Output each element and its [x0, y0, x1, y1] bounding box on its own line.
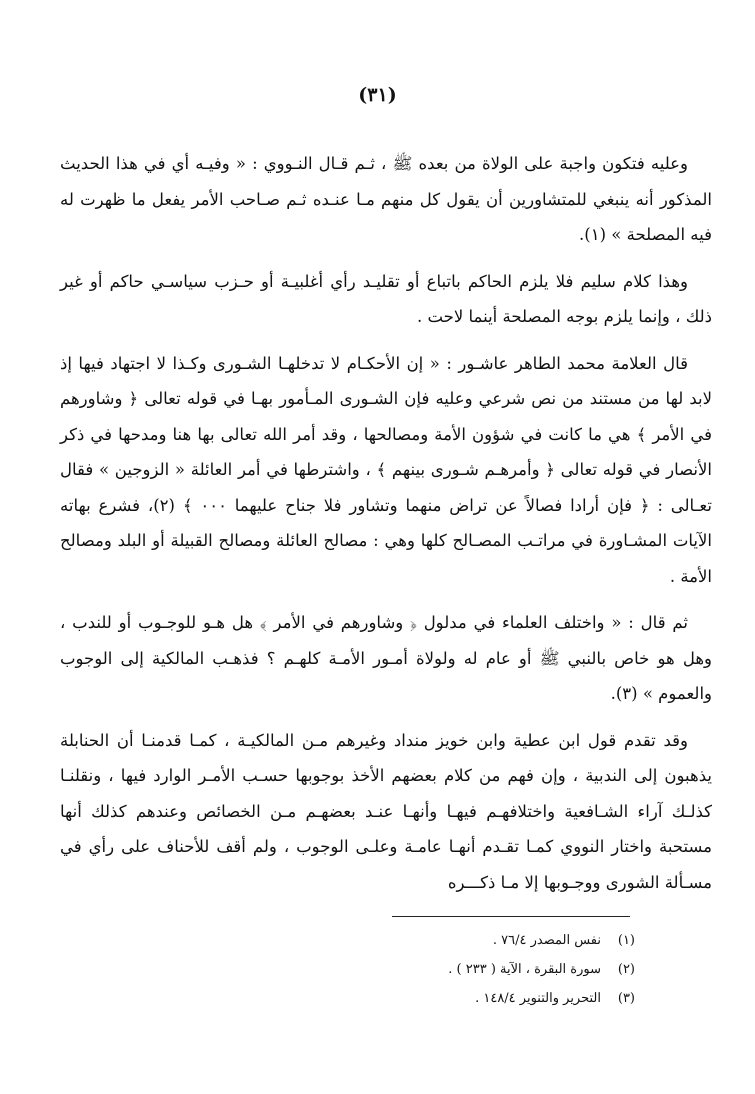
- footnote-text: سورة البقرة ، الآية ( ٢٣٣ ) .: [448, 962, 601, 977]
- footnote-number: (٣): [617, 991, 635, 1006]
- paragraph-4: ثم قال : « واختلف العلماء في مدلول ﴿ وشاورهم في الأمر ﴾ هل هـو للوجـوب أو للندب ، وهل هو خاص بالنبي ﷺ أو عام له ولولاة أمـور الأمـة كلهـم ؟ فذهـب المالكية إلى الوجوب والعموم » (٣).: [60, 613, 712, 703]
- footnote-text: التحرير والتنوير ١٤٨/٤ .: [475, 991, 601, 1006]
- footnote-2: [155, 955, 635, 984]
- footnote-3: [155, 984, 635, 1013]
- footnote-number: (١): [617, 933, 635, 948]
- paragraph-1: وعليه فتكون واجبة على الولاة من بعده ﷺ ، ثـم قـال النـووي : « وفيـه أي في هذا الحديث المذكور أنه ينبغي للمتشاورين أن يقول كل منهم مـا عنـده ثـم صـاحب الأمر يفعل ما ظهرت له فيه المصلحة » (١).: [60, 154, 712, 244]
- footnote-number: (٢): [617, 962, 635, 977]
- footnote-divider: [392, 916, 630, 917]
- paragraph-3: قال العلامة محمد الطاهر عاشـور : « إن الأحكـام لا تدخلهـا الشـورى وكـذا لا اجتهاد فيها إذ لابد لها من مستند من نص شرعي وعليه فإن الشـورى المـأمور بهـا في قوله تعالى ﴿ وشاورهم في الأمر ﴾ هي ما كانت في شؤون الأمة ومصالحها ، وقد أمر الله تعالى بها هنا ومدحها في ذكر الأنصار في قوله تعالى ﴿ وأمرهـم شـورى بينهم ﴾ ، واشترطها في أمر العائلة « الزوجين » فقال تعـالى : ﴿ فإن أرادا فصالاً عن تراض منهما وتشاور فلا جناح عليهما ٠٠٠ ﴾ (٢)، فشرع بهاته الآيات المشـاورة في مراتـب المصـالح كلها وهي : مصالح العائلة ومصالح القبيلة أو البلد ومصالح الأمة .: [60, 353, 712, 586]
- footnotes: [155, 926, 635, 1013]
- paragraph-2: وهذا كلام سليم فلا يلزم الحاكم باتباع أو تقليـد رأي أغلبيـة أو حـزب سياسـي حاكم أو غير ذلك ، وإنما يلزم بوجه المصلحة أينما لاحت .: [60, 271, 712, 326]
- footnote-text: نفس المصدر ٧٦/٤ .: [492, 933, 601, 948]
- footnote-1: [155, 926, 635, 955]
- paragraph-5: وقد تقدم قول ابن عطية وابن خويز منداد وغيرهم مـن المالكيـة ، كمـا قدمنـا أن الحنابلة يذهبون إلى الندبية ، وإن فهم من كلام بعضهم الأخذ بوجوبها حسـب الأمـر الوارد فيها ، ونقلنـا كذلـك آراء الشـافعية واختلافهـم فيهـا وأنهـا عنـد بعضهـم مـن الخصائص وعندهم كذلك أنها مستحبة واختار النووي كمـا تقـدم أنهـا عامـة وعلـى الوجوب ، ولم أقف للأحناف على رأي في مسـألة الشورى ووجـوبها إلا مـا ذكـــره: [60, 730, 712, 892]
- main-text-body: [60, 146, 712, 911]
- page-number: (٣١): [358, 84, 397, 106]
